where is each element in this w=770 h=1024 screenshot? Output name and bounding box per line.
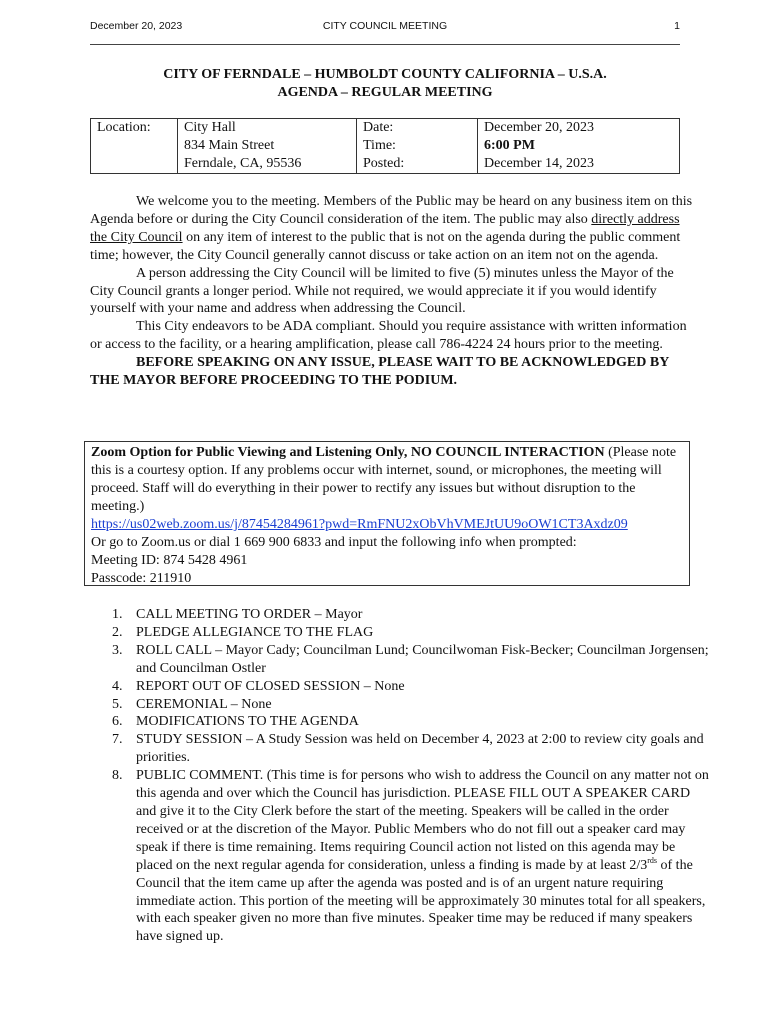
- meeting-labels-cell: [357, 119, 478, 174]
- title-line-1: CITY OF FERNDALE – HUMBOLDT COUNTY CALIFORNIA – U.S.A.: [163, 67, 607, 82]
- time-limit-paragraph: A person addressing the City Council will be limited to five (5) minutes unless the Mayor of the City Council grants a longer period. While not required, we would appreciate it if you would identify yourself with your name and address when addressing the Council.: [90, 265, 674, 317]
- welcome-paragraph: We welcome you to the meeting. Members of the Public may be heard on any business item on this Agenda before or during the City Council consideration of the item. The public may also directly address the City Council on any item of interest to the public that is not on the agenda during the public comment time; however, the City Council generally cannot discuss or take action on an item not on the agenda.: [90, 194, 693, 263]
- welcome-section: [90, 193, 696, 390]
- header-divider: [90, 44, 680, 45]
- meeting-info-table: [90, 118, 680, 174]
- location-line-1: City Hall: [184, 120, 236, 135]
- agenda-item: 3. ROLL CALL – Mayor Cady; Councilman Lund; Councilwoman Fisk-Becker; Councilman Jorgensen; and Councilman Ostler: [112, 642, 709, 676]
- location-value-cell: [178, 119, 357, 174]
- zoom-heading: Zoom Option for Public Viewing and Listening Only, NO COUNCIL INTERACTION: [91, 445, 605, 460]
- document-title: [90, 66, 680, 102]
- agenda-item: 7. STUDY SESSION – A Study Session was held on December 4, 2023 at 2:00 to review city goals and priorities.: [112, 732, 704, 766]
- zoom-link[interactable]: https://us02web.zoom.us/j/87454284961?pwd=RmFNU2xObVhVMEJtUU9oOW1CT3Axdz09: [91, 517, 628, 532]
- title-line-2: AGENDA – REGULAR MEETING: [277, 85, 493, 100]
- date-label: Date:: [363, 120, 394, 135]
- agenda-item: 2. PLEDGE ALLEGIANCE TO THE FLAG: [112, 624, 374, 640]
- agenda-item: 6. MODIFICATIONS TO THE AGENDA: [112, 714, 359, 730]
- zoom-info-box: [84, 441, 690, 586]
- zoom-dial-line: Or go to Zoom.us or dial 1 669 900 6833 and input the following info when prompted:: [91, 535, 577, 550]
- agenda-item-public-comment: 8. PUBLIC COMMENT. (This time is for persons who wish to address the Council on any matter not on this agenda and over which the Council has jurisdiction. PLEASE FILL OUT A SPEAKER CARD and give it to the City Clerk before the start of the meeting. Speakers will be called in the order received or at the discretion of the Mayor. Public Members who do not fill out a speaker card may speak if there is time remaining. Items requiring Council action not listed on this agenda may be placed on the next regular agenda for consideration, unless a finding is made by at least $2/3^{rds}$ of the Council that the item came up after the agenda was posted and is of an urgent nature requiring immediate action. This portion of the meeting will be approximately 30 minutes total for all speakers, with each speaker given no more than five minutes. Speaker time may be reduced if many speakers have signed up.: [112, 768, 709, 945]
- page-number: 1: [674, 20, 680, 32]
- posted-value: December 14, 2023: [484, 156, 595, 171]
- page-header: [90, 20, 680, 34]
- time-value: 6:00 PM: [484, 138, 535, 153]
- location-label: Location:: [97, 120, 151, 135]
- location-line-3: Ferndale, CA, 95536: [184, 156, 302, 171]
- location-label-cell: [91, 119, 178, 174]
- zoom-note: (Please note this is a courtesy option. If any problems occur with internet, sound, or microphones, the meeting will proceed. Staff will do everything in their power to rectify any issues but without disruption to the meeting.): [91, 445, 677, 514]
- meeting-values-cell: [478, 119, 680, 174]
- ada-paragraph: This City endeavors to be ADA compliant. Should you require assistance with written information or access to the facility, or a hearing amplification, please call 786-4224 24 hours prior to the meeting.: [90, 319, 687, 353]
- posted-label: Posted:: [363, 156, 405, 171]
- header-title: CITY COUNCIL MEETING: [322, 20, 448, 32]
- address-council-link-text: directly address the City Council: [90, 211, 680, 245]
- zoom-description: [91, 444, 683, 516]
- agenda-item: 1. CALL MEETING TO ORDER – Mayor: [112, 607, 363, 622]
- time-label: Time:: [363, 138, 396, 153]
- agenda-list: [90, 606, 710, 946]
- location-line-2: 834 Main Street: [184, 138, 275, 153]
- header-date: December 20, 2023: [90, 20, 183, 32]
- agenda-item: 5. CEREMONIAL – None: [112, 696, 272, 712]
- zoom-meeting-id: Meeting ID: 874 5428 4961: [91, 553, 248, 568]
- zoom-passcode: Passcode: 211910: [91, 571, 192, 586]
- agenda-item: 4. REPORT OUT OF CLOSED SESSION – None: [112, 678, 405, 694]
- speaking-notice: BEFORE SPEAKING ON ANY ISSUE, PLEASE WAIT TO BE ACKNOWLEDGED BY THE MAYOR BEFORE PROCEEDING TO THE PODIUM.: [90, 355, 669, 389]
- date-value: December 20, 2023: [484, 120, 595, 135]
